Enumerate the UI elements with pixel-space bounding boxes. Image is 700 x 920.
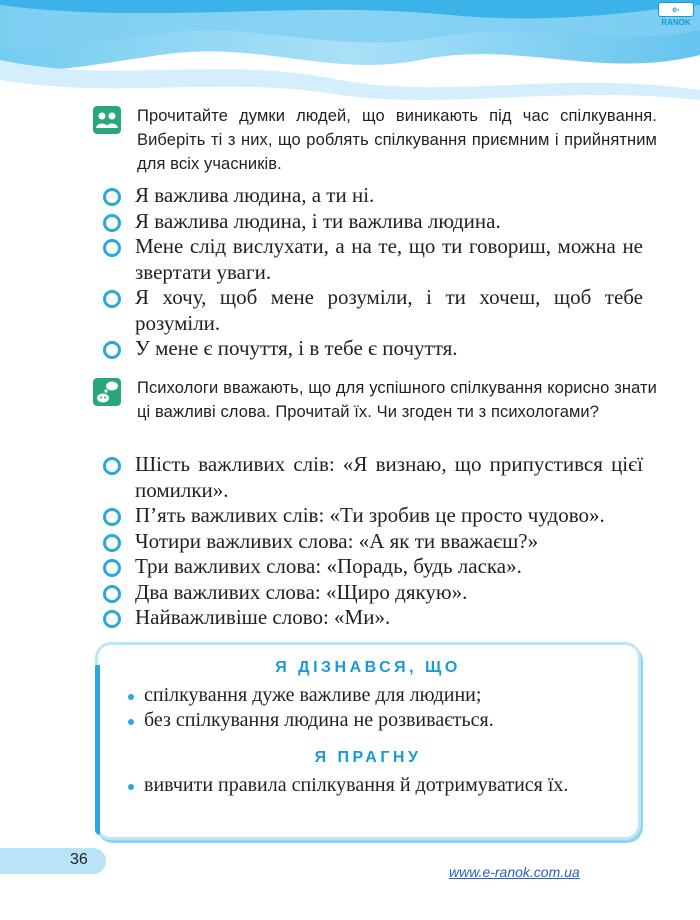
list-item: Чотири важливих слова: «А як ти вважаєш?» [103, 529, 643, 555]
group-discussion-icon [93, 106, 121, 134]
list-item: вивчити правила спілкування й дотримуватися їх. [118, 773, 608, 798]
circle-bullet-icon [103, 585, 121, 603]
task-1-statements [103, 183, 643, 362]
dot-bullet-icon [128, 719, 134, 725]
learned-heading: Я ДІЗНАВСЯ, ЩО [275, 659, 461, 676]
list-item: Мене слід вислухати, а на те, що ти говориш, можна не звертати уваги. [103, 234, 643, 285]
dot-bullet-icon [128, 694, 134, 700]
task-2-instruction: Психологи вважають, що для успішного спілкування корисно знати ці важливі слова. Прочитай їх. Чи згоден ти з психологами? [137, 379, 657, 421]
list-item: Шість важливих слів: «Я визнаю, що припустився цієї помилки». [103, 452, 643, 503]
task-1 [97, 104, 657, 176]
circle-bullet-icon [103, 534, 121, 552]
circle-bullet-icon [103, 214, 121, 232]
learned-section [98, 659, 638, 733]
circle-bullet-icon [103, 559, 121, 577]
summary-box [95, 642, 641, 840]
page-number: 36 [70, 851, 88, 868]
publisher-logo: e-RANOK [658, 2, 694, 17]
strive-heading: Я ПРАГНУ [314, 749, 422, 766]
circle-bullet-icon [103, 457, 121, 475]
website-link[interactable]: www.e-ranok.com.ua [449, 864, 580, 880]
learned-list [118, 683, 608, 733]
list-item: П’ять важливих слів: «Ти зробив це просто чудово». [103, 503, 643, 529]
header-wave-decoration [0, 0, 700, 110]
circle-bullet-icon [103, 610, 121, 628]
list-item: без спілкування людина не розвивається. [118, 708, 608, 733]
circle-bullet-icon [103, 508, 121, 526]
circle-bullet-icon [103, 239, 121, 257]
task-2-statements [103, 452, 643, 631]
circle-bullet-icon [103, 290, 121, 308]
list-item: Два важливих слова: «Щиро дякую». [103, 580, 643, 606]
dot-bullet-icon [128, 784, 134, 790]
circle-bullet-icon [103, 341, 121, 359]
list-item: Я важлива людина, а ти ні. [103, 183, 643, 209]
strive-list [118, 773, 608, 798]
list-item: спілкування дуже важливе для людини; [118, 683, 608, 708]
list-item: Найважливіше слово: «Ми». [103, 605, 643, 631]
circle-bullet-icon [103, 188, 121, 206]
speech-bubble-thinking-icon [93, 378, 121, 406]
list-item: У мене є почуття, і в тебе є почуття. [103, 336, 643, 362]
strive-section [98, 749, 638, 798]
page-number-tab [0, 848, 106, 874]
list-item: Я важлива людина, і ти важлива людина. [103, 209, 643, 235]
list-item: Три важливих слова: «Порадь, будь ласка». [103, 554, 643, 580]
task-1-instruction: Прочитайте думки людей, що виникають під час спілкування. Виберіть ті з них, що роблять спілкування приємним і прийнятним для всіх учасників. [137, 107, 657, 173]
task-2 [97, 376, 657, 424]
list-item: Я хочу, щоб мене розуміли, і ти хочеш, щоб тебе розуміли. [103, 285, 643, 336]
